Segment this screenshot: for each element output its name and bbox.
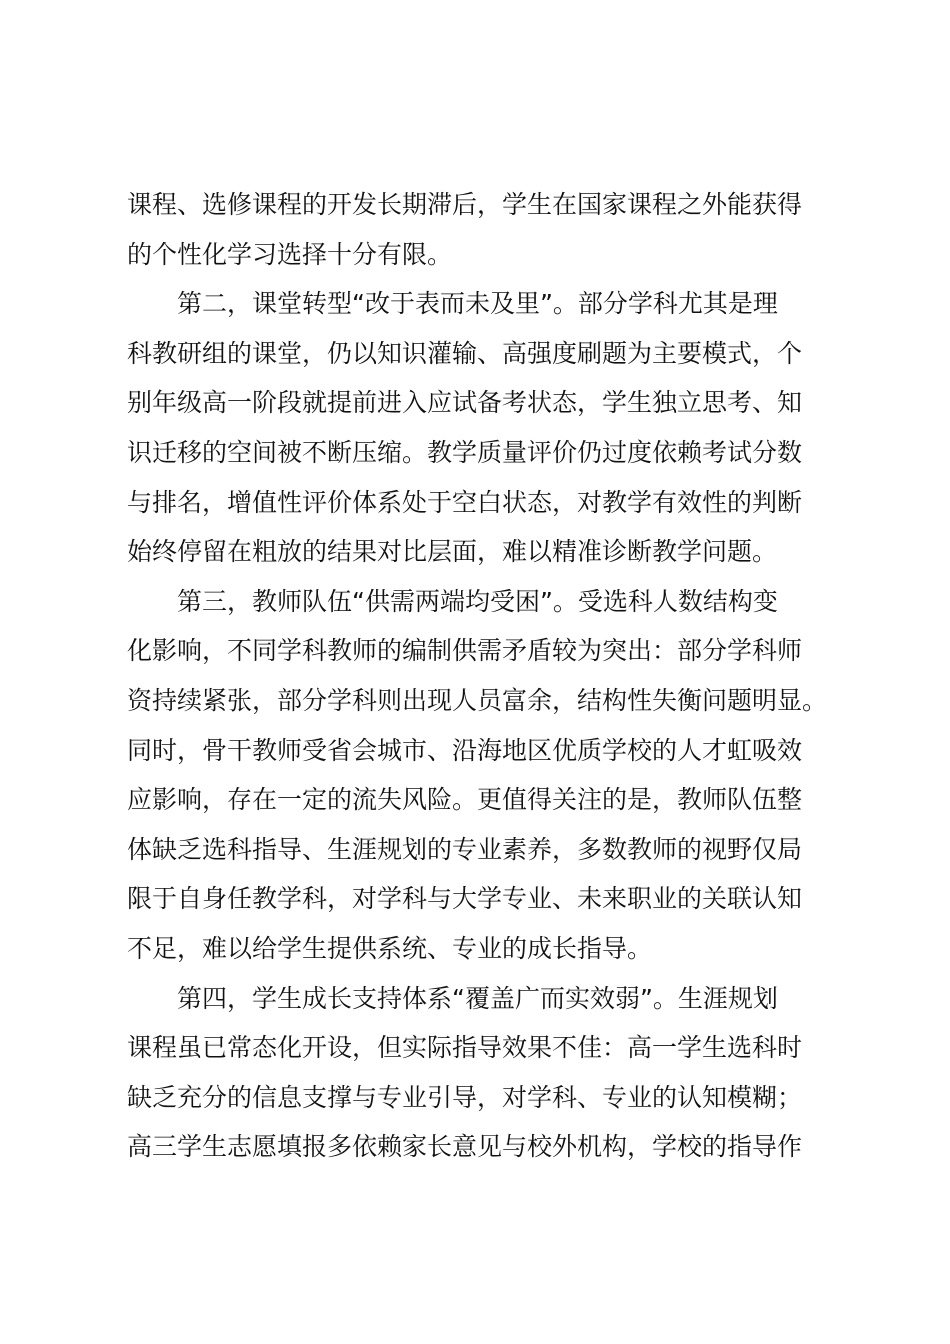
paragraph-start-line: 第四，学生成长支持体系“覆盖广而实效弱”。生涯规划 (177, 983, 778, 1013)
paragraph-start-line: 第三，教师队伍“供需两端均受困”。受选科人数结构变 (177, 586, 778, 616)
text-line: 体缺乏选科指导、生涯规划的专业素养，多数教师的视野仅局 (127, 834, 803, 864)
text-line: 与排名，增值性评价体系处于空白状态，对教学有效性的判断 (127, 487, 803, 517)
text-line: 高三学生志愿填报多依赖家长意见与校外机构，学校的指导作 (127, 1132, 803, 1162)
text-line: 课程、选修课程的开发长期滞后，学生在国家课程之外能获得 (127, 190, 803, 219)
text-line: 科教研组的课堂，仍以知识灌输、高强度刷题为主要模式，个 (127, 338, 803, 368)
text-line: 始终停留在粗放的结果对比层面，难以精准诊断教学问题。 (127, 537, 778, 567)
text-line: 不足，难以给学生提供系统、专业的成长指导。 (127, 933, 653, 963)
text-line: 限于自身任教学科，对学科与大学专业、未来职业的关联认知 (127, 884, 803, 914)
text-line: 化影响，不同学科教师的编制供需矛盾较为突出：部分学科师 (127, 636, 803, 666)
text-line: 同时，骨干教师受省会城市、沿海地区优质学校的人才虹吸效 (127, 735, 803, 765)
text-line: 缺乏充分的信息支撑与专业引导，对学科、专业的认知模糊； (127, 1082, 803, 1112)
text-line: 资持续紧张，部分学科则出现人员富余，结构性失衡问题明显。 (127, 685, 828, 715)
text-line: 别年级高一阶段就提前进入应试备考状态，学生独立思考、知 (127, 388, 803, 418)
body-text (127, 180, 847, 1172)
text-line: 课程虽已常态化开设，但实际指导效果不佳：高一学生选科时 (127, 1033, 803, 1063)
text-line: 识迁移的空间被不断压缩。教学质量评价仍过度依赖考试分数 (127, 437, 803, 467)
paragraph-start-line: 第二，课堂转型“改于表而未及里”。部分学科尤其是理 (177, 289, 778, 319)
text-line: 应影响，存在一定的流失风险。更值得关注的是，教师队伍整 (127, 785, 803, 815)
text-line: 的个性化学习选择十分有限。 (127, 239, 453, 269)
